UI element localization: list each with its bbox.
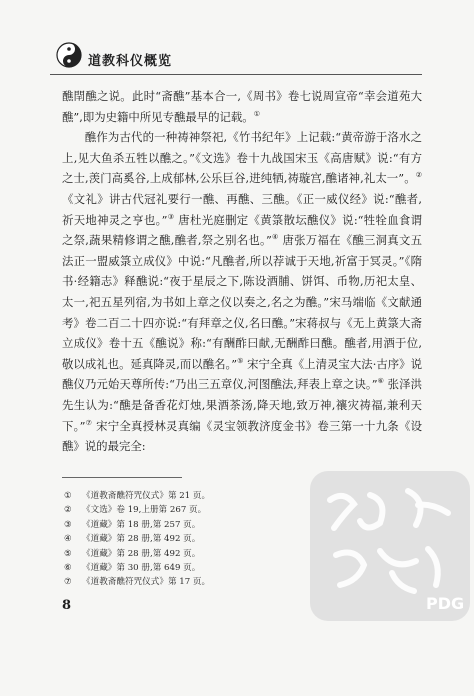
footnote-mark: ② [64,505,72,516]
svg-text:PDG: PDG [426,594,465,613]
footnote-text: 《道藏》第 30 册,第 649 页。 [82,563,201,574]
footnote-text: 《道教斋醮符咒仪式》第 21 页。 [82,491,211,501]
watermark-stamp-icon [300,465,474,625]
text-run: 《文礼》讲古代冠礼要行一醮、再醮、三醮。《正一威仪经》说:“醮者,祈天地神灵之亨也。” [62,191,422,227]
text-run: 宋宁全真授林灵真编《灵宝领教济度金书》卷三第一十九条《设醮》说的最完全: [62,418,422,454]
page-number: 8 [62,598,72,613]
footnote-mark: ⑥ [64,563,72,574]
footnote-ref: ⑤ [237,356,244,365]
footnote-item [64,518,324,532]
footnote-text: 《道教斋醮符咒仪式》第 17 页。 [82,577,211,588]
footnote-text: 《道藏》第 28 册,第 492 页。 [82,548,201,559]
body-text [62,86,422,457]
footnote-text: 《道藏》第 28 册,第 492 页。 [82,534,201,545]
footnotes [64,489,324,590]
footnote-mark: ③ [64,519,72,530]
footnote-text: 《道藏》第 18 册,第 257 页。 [82,519,201,530]
running-header [50,34,430,74]
text-run: 宋宁全真《上清灵宝大法·古序》说醮仪乃元始天尊所传:“乃出三五章仪,河图醮法,拜表上章之诀。” [62,356,422,392]
footnote-mark: ⑤ [64,548,72,559]
paragraph [62,127,422,457]
text-run: 醮作为古代的一种祷神祭祀,《竹书纪年》上记载:“黄帝游于洛水之上,见大鱼杀五牲以醮之。”《文选》卷十九战国宋玉《高唐赋》说:“有方之士,羡门高奚谷,上成郁林,公乐巨谷,进纯牺,祷璇宫,醮诸神,礼太一”。 [62,130,422,186]
footnote-mark: ① [64,491,72,501]
text-run: 唐杜光庭删定《黄箓散坛醮仪》说:“牲牷血食谓之祭,蔬果精修谓之醮,醮者,祭之别名也。” [62,212,422,248]
text-run: 张泽洪先生认为:“醮是备香花灯烛,果酒茶汤,降天地,致万神,禳灾祷福,兼利天下。” [62,377,422,433]
header-rule [50,74,422,75]
footnote-ref: ⑦ [85,418,93,427]
footnote-item [64,561,324,575]
paragraph [62,86,422,127]
header-title: 道教科仪概览 [88,54,173,69]
footnote-item [64,547,324,561]
footnote-item [64,489,324,503]
footnote-ref: ② [415,171,422,180]
footnote-mark: ④ [64,534,72,545]
footnote-item [64,503,324,517]
footnote-text: 《文选》卷 19,上册第 267 页。 [82,505,207,516]
footnote-ref: ① [253,109,260,118]
footnote-mark: ⑦ [64,577,72,588]
footnote-item [64,575,324,589]
text-run: 唐张万福在《醮三洞真文五法正一盟威箓立成仪》中说:“凡醮者,所以荐诚于天地,祈富于冥灵。”《隋书·经籍志》释醮说:“夜于星辰之下,陈设酒脯、饼饵、币物,历祀太皇、太一,祀五星列宿,为书如上章之仪以奏之,名之为醮。”宋马端临《文献通考》卷二百二十四亦说:“有拜章之仪,名曰醮。”宋蒋叔与《无上黄箓大斋立成仪》卷十五《醮说》称:“有酬酢曰献,无酬酢曰醮。醮者,用酒于位,敬以成礼也。延真降灵,而以醮名。” [62,233,422,371]
footnote-ref: ④ [271,233,279,242]
footnote-ref: ⑥ [377,377,384,386]
taiji-logo-icon [56,42,82,68]
footnote-item [64,532,324,546]
footnote-ref: ③ [167,212,175,221]
footnote-rule [62,477,182,478]
text-run: 醮閈醮之说。此时“斋醮”基本合一,《周书》卷七说周宣帝“幸会道苑大醮”,即为史籍中所见专醮最早的记载。 [62,89,422,124]
